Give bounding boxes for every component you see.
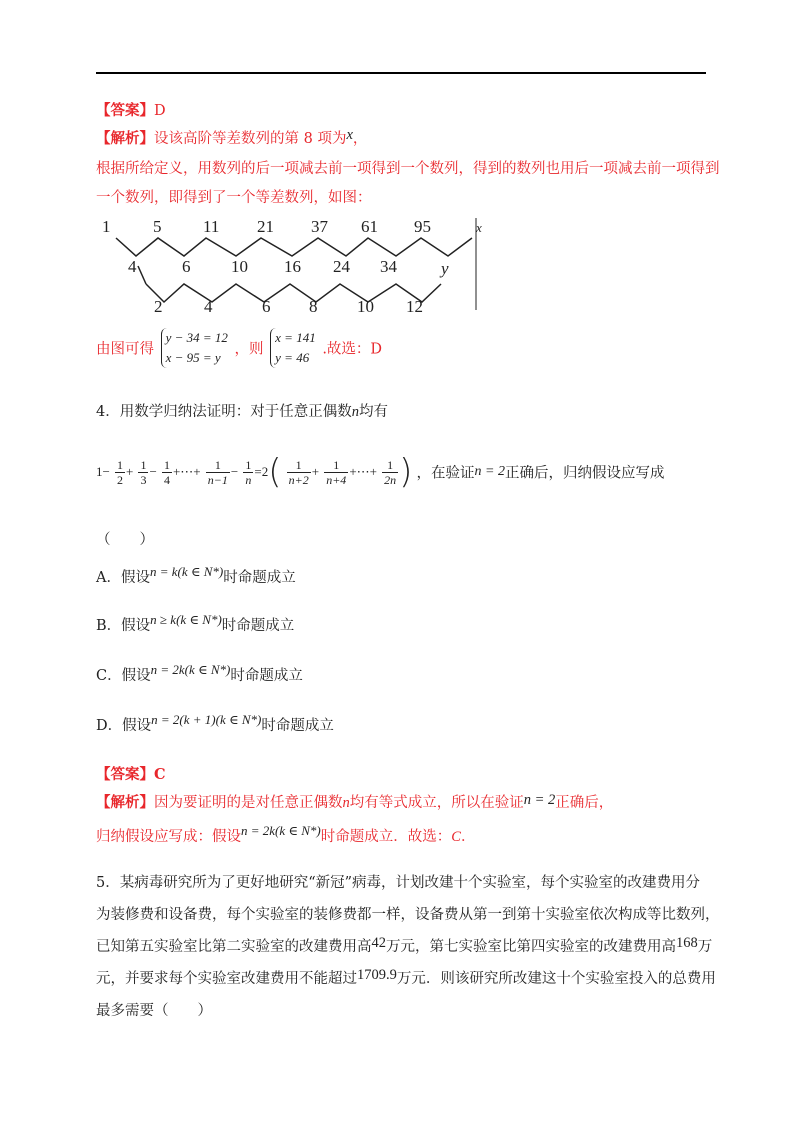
r1-1: 5: [153, 217, 162, 236]
analysis-tag: 【解析】: [96, 794, 154, 811]
q3-analysis-line2: 根据所给定义，用数列的后一项减去前一项得到一个数列，得到的数列也用后一项减去前一项得到: [96, 161, 720, 177]
header-rule: [96, 72, 706, 74]
answer-tag: 【答案】: [96, 102, 154, 119]
q4-answer: [96, 763, 166, 784]
q5-line2: 为装修费和设备费，每个实验室的装修费都一样，设备费从第一到第十实验室依次构成等比数列，: [96, 907, 720, 923]
analysis-tag: 【解析】: [96, 130, 154, 147]
answer-value: D: [154, 103, 166, 119]
r1-6: 95: [414, 217, 431, 236]
r1-0: 1: [102, 217, 111, 236]
q5-line4: 元，并要求每个实验室改建费用不能超过1709.9万元．则该研究所改建这十个实验室投入的总费用: [96, 967, 716, 987]
r2-5: 34: [380, 257, 397, 276]
option-a[interactable]: A．假设n = k(k ∈ N*)时命题成立: [96, 564, 296, 586]
answer-tag: 【答案】: [96, 766, 154, 783]
r1-7: x: [476, 220, 482, 235]
eq2: x − 95 = y: [165, 350, 221, 365]
q4-analysis-line2: 归纳假设应写成：假设n = 2k(k ∈ N*)时命题成立．故选：C．: [96, 823, 476, 845]
r1-3: 21: [257, 217, 274, 236]
r3-3: 8: [309, 297, 318, 316]
r3-1: 4: [204, 297, 213, 316]
eq1: y − 34 = 12: [165, 330, 228, 345]
var-x: x: [346, 127, 353, 143]
stem-suffix: 均有: [358, 404, 388, 420]
q3-analysis-line3: 一个数列，即得到了一个等差数列，如图：: [96, 190, 372, 206]
r1-4: 37: [311, 217, 328, 236]
r3-2: 6: [262, 297, 271, 316]
option-b[interactable]: B．假设n ≥ k(k ∈ N*)时命题成立: [96, 612, 295, 634]
sol1: x = 141: [275, 330, 316, 345]
verify-expr: n = 2: [474, 464, 505, 479]
q4-analysis-line1: 【解析】因为要证明的是对任意正偶数n均有等式成立，所以在验证n = 2正确后，: [96, 792, 614, 811]
q4-stem: [96, 400, 388, 421]
punct: ，: [352, 131, 368, 147]
r1-5: 61: [361, 217, 378, 236]
formula-tail: ，在验证: [416, 465, 475, 482]
stem-prefix: 4．用数学归纳法证明：对于任意正偶数: [96, 404, 352, 420]
conclusion-prefix: 由图可得: [96, 341, 154, 358]
q3-answer: [96, 99, 166, 120]
r3-5: 12: [406, 297, 423, 316]
r2-3: 16: [284, 257, 301, 276]
r3-4: 10: [357, 297, 374, 316]
row1-zigzag: [116, 238, 472, 256]
q5-line3: 已知第五实验室比第二实验室的改建费用高42万元，第七实验室比第四实验室的改建费用高168万: [96, 935, 713, 955]
r2-1: 6: [182, 257, 191, 276]
sol2: y = 46: [275, 350, 310, 365]
r3-0: 2: [154, 297, 163, 316]
var-n: n: [351, 404, 359, 420]
conclusion-end: .故选：D: [322, 341, 383, 358]
q4-formula-row: 1− $\frac{1}{2}$ + $\frac{1}{3}$ − $\frac{1}{4}$ +⋯+ $\frac{1}{n-1}$ − $\frac{1}{n}$ =2( $\frac{1}{n+2}$ + $\frac{1}{n+4}$ +⋯+ $\frac{1}{2n}$ ) ，在验证n = 2正确后，归纳假设应写成: [96, 452, 665, 492]
q5-line1: 5．某病毒研究所为了更好地研究“新冠”病毒，计划改建十个实验室，每个实验室的改建费用分: [96, 875, 701, 891]
r1-2: 11: [203, 217, 220, 236]
equation-system-2: [270, 328, 316, 368]
q4-paren: （ ）: [96, 532, 154, 548]
analysis-text: 设该高阶等差数列的第 8 项为: [154, 131, 347, 147]
q3-analysis-line1: [96, 127, 367, 148]
equation-system-1: [161, 328, 228, 368]
r2-4: 24: [333, 257, 350, 276]
r2-6: y: [441, 259, 449, 278]
difference-diagram: [96, 210, 496, 320]
row2-zigzag: [146, 284, 441, 302]
answer-value: C: [154, 766, 166, 783]
option-d[interactable]: D．假设n = 2(k + 1)(k ∈ N*)时命题成立: [96, 712, 334, 734]
q3-conclusion: [96, 328, 382, 368]
q5-line5: 最多需要（ ）: [96, 1003, 212, 1019]
option-c[interactable]: C．假设n = 2k(k ∈ N*)时命题成立: [96, 662, 303, 684]
r2-0: 4: [128, 257, 137, 276]
conclusion-mid: ，则: [234, 341, 264, 358]
formula-tail2: 正确后，归纳假设应写成: [504, 465, 665, 482]
row2-start: [138, 266, 146, 284]
r2-2: 10: [231, 257, 248, 276]
